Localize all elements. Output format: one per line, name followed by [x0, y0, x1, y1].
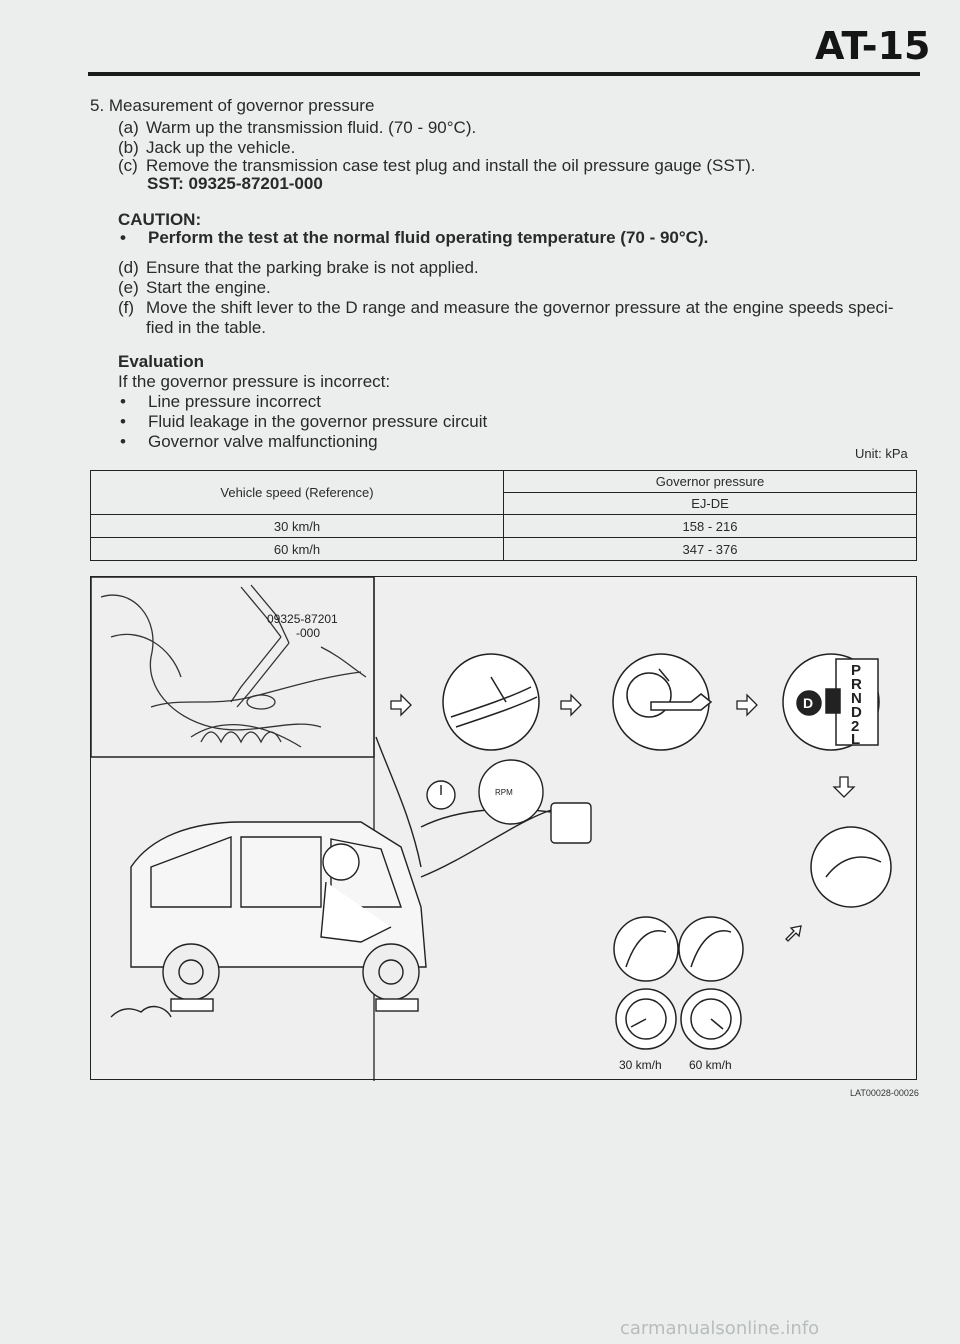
- caution-title: CAUTION:: [118, 210, 202, 229]
- step-c: (c) Remove the transmission case test plug and install the oil pressure gauge (SST).: [118, 156, 756, 175]
- col-header-speed: Vehicle speed (Reference): [91, 471, 504, 515]
- col-header-pressure: Governor pressure: [504, 471, 917, 493]
- step-f-continued: fied in the table.: [146, 318, 267, 337]
- illustration-svg: [91, 577, 918, 1081]
- speedometer-icon: [616, 989, 741, 1049]
- table-row: [91, 538, 917, 561]
- procedure-illustration: [90, 576, 917, 1080]
- step-e: (e) Start the engine.: [118, 278, 271, 297]
- evaluation-title: Evaluation: [118, 352, 204, 371]
- evaluation-intro: If the governor pressure is incorrect:: [118, 372, 391, 391]
- shift-position-l: L: [851, 731, 861, 748]
- step-b: (b) Jack up the vehicle.: [118, 138, 296, 157]
- transmission-case-sketch: [101, 585, 366, 747]
- step-f: (f) Move the shift lever to the D range and measure the governor pressure at the engine speeds speci-: [118, 298, 894, 317]
- col-subheader-engine: EJ-DE: [504, 493, 917, 515]
- shift-position-d: D: [851, 704, 862, 721]
- shift-position-2: 2: [851, 718, 860, 735]
- step-d: (d) Ensure that the parking brake is not applied.: [118, 258, 479, 277]
- sst-callout-suffix: -000: [296, 626, 321, 640]
- speed-label: 30 km/h: [619, 1058, 662, 1072]
- tachometer-label: RPM: [495, 788, 513, 797]
- page-code: AT-15: [815, 24, 931, 68]
- figure-code: LAT00028-00026: [850, 1088, 919, 1098]
- sst-number: SST: 09325-87201-000: [147, 174, 323, 193]
- governor-pressure-table: [90, 470, 917, 561]
- shift-position-r: R: [851, 676, 862, 693]
- pressure-cell: 347 - 376: [504, 538, 917, 561]
- parking-brake-icon: [443, 654, 539, 750]
- step-a: (a) Warm up the transmission fluid. (70 - 90°C).: [118, 118, 477, 137]
- table-row: [91, 515, 917, 538]
- evaluation-item: • Fluid leakage in the governor pressure circuit: [120, 412, 487, 432]
- pressure-cell: 158 - 216: [504, 515, 917, 538]
- section-heading: 5. Measurement of governor pressure: [90, 96, 375, 115]
- shift-position-n: N: [851, 690, 862, 707]
- speed-cell: 60 km/h: [91, 538, 504, 561]
- evaluation-item: • Governor valve malfunctioning: [120, 432, 378, 452]
- evaluation-item: • Line pressure incorrect: [120, 392, 321, 412]
- vehicle-illustration: [111, 822, 426, 1017]
- brake-pedal-icon: [811, 827, 891, 907]
- caution-item: • Perform the test at the normal fluid operating temperature (70 - 90°C).: [120, 228, 708, 248]
- shift-range-icon: [783, 654, 879, 750]
- accelerator-pedal-icon: [614, 917, 743, 981]
- speed-label: 60 km/h: [689, 1058, 732, 1072]
- selected-range-label: D: [803, 695, 814, 711]
- watermark: carmanualsonline.info: [620, 1318, 820, 1339]
- unit-label: Unit: kPa: [855, 446, 908, 461]
- speed-cell: 30 km/h: [91, 515, 504, 538]
- ignition-key-icon: [613, 654, 711, 750]
- shift-position-p: P: [851, 662, 862, 679]
- header-rule: [88, 72, 920, 76]
- sst-callout: 09325-87201: [267, 612, 338, 626]
